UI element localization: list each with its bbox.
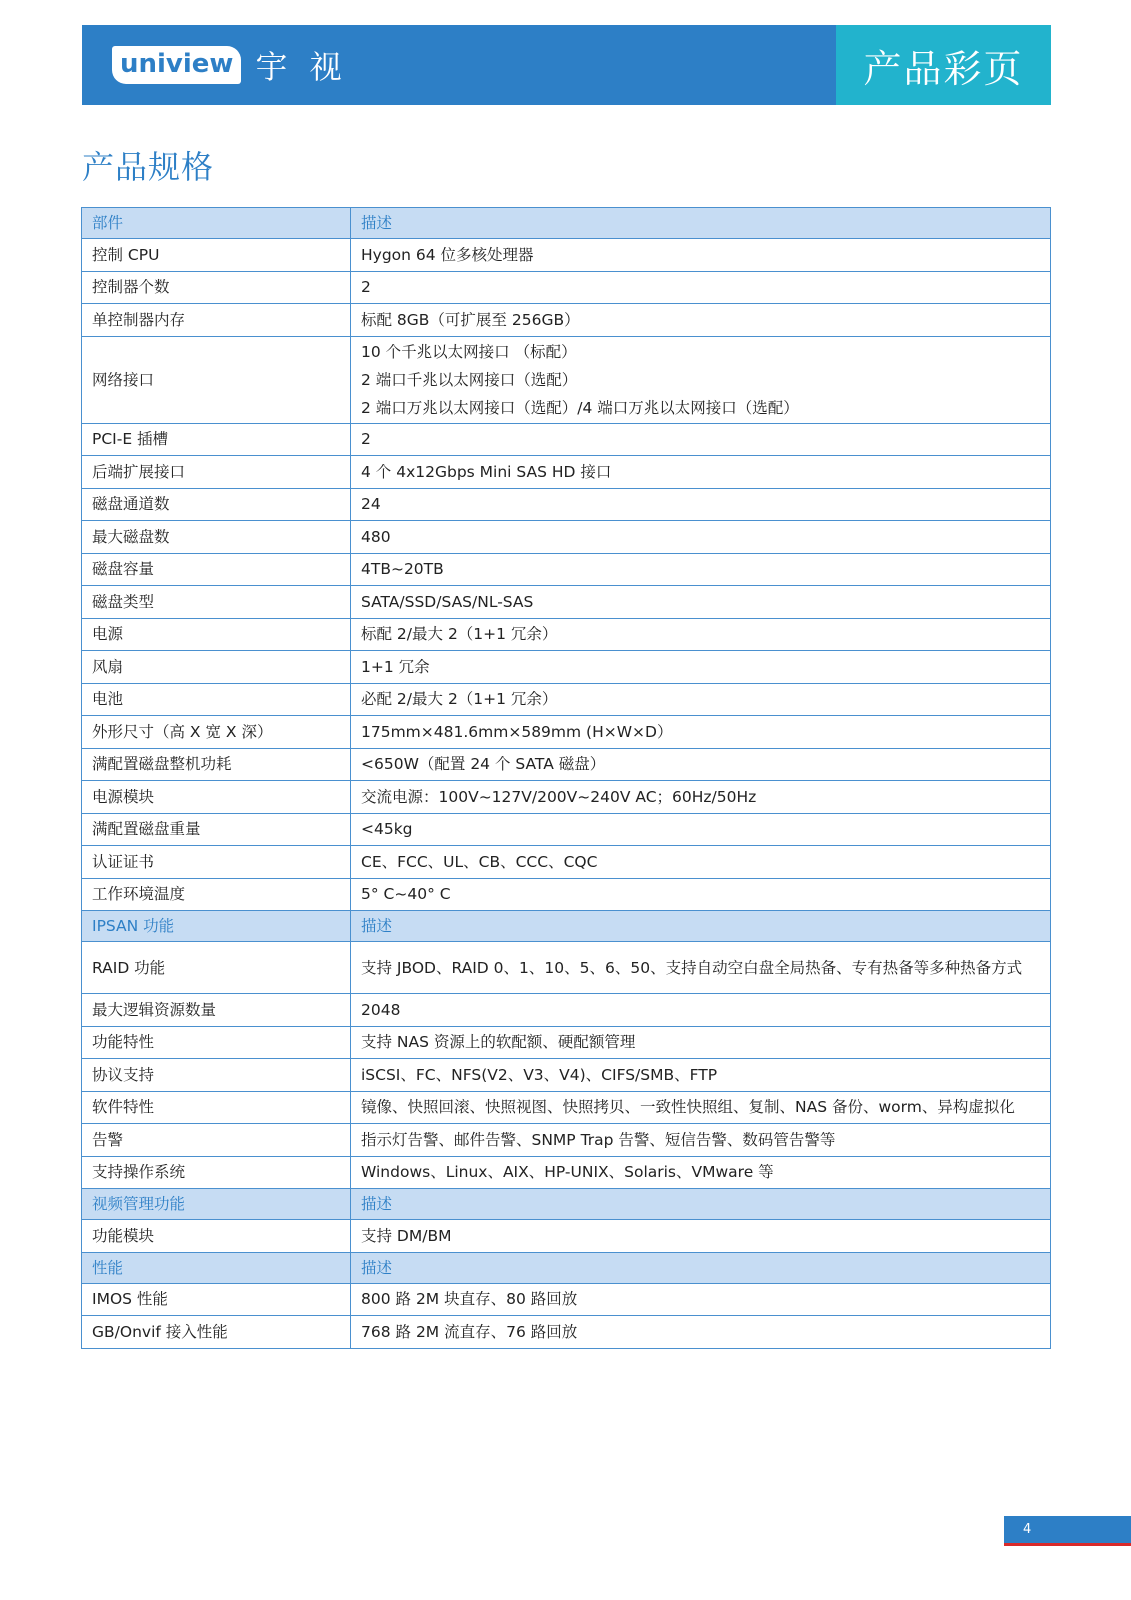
table-row — [82, 521, 1051, 554]
table-row — [82, 1026, 1051, 1059]
logo-cn-text: 宇 视 — [255, 48, 348, 86]
spec-description-cell — [351, 1316, 1051, 1349]
spec-name-cell: 最大逻辑资源数量 — [82, 994, 351, 1027]
header-component-cell: 部件 — [82, 208, 351, 239]
header-description-cell: 描述 — [351, 1189, 1051, 1220]
spec-description-cell — [351, 271, 1051, 304]
spec-description-line: CE、FCC、UL、CB、CCC、CQC — [361, 852, 598, 871]
spec-name-cell: 电源 — [82, 618, 351, 651]
spec-description-cell — [351, 1220, 1051, 1253]
header-description-cell: 描述 — [351, 208, 1051, 239]
spec-name-cell: 满配置磁盘整机功耗 — [82, 748, 351, 781]
spec-description-line: 标配 8GB（可扩展至 256GB） — [361, 310, 580, 329]
header-component-cell: IPSAN 功能 — [82, 911, 351, 942]
spec-description-line: 1+1 冗余 — [361, 657, 430, 676]
spec-description-cell — [351, 994, 1051, 1027]
spec-description-line: 4TB~20TB — [361, 560, 444, 579]
section-title: 产品规格 — [82, 148, 215, 186]
spec-name-cell: 网络接口 — [82, 336, 351, 423]
table-row — [82, 1316, 1051, 1349]
spec-description-line: 2 — [361, 278, 371, 297]
table-row — [82, 683, 1051, 716]
table-row — [82, 586, 1051, 619]
spec-description-line: <650W（配置 24 个 SATA 磁盘） — [361, 755, 606, 774]
spec-description-cell — [351, 239, 1051, 272]
table-row — [82, 1220, 1051, 1253]
table-row — [82, 1156, 1051, 1189]
spec-description-cell — [351, 304, 1051, 337]
spec-description-line: 标配 2/最大 2（1+1 冗余） — [361, 625, 558, 644]
section-header-row — [82, 1189, 1051, 1220]
spec-description-cell — [351, 456, 1051, 489]
spec-name-cell: 控制器个数 — [82, 271, 351, 304]
section-header-row — [82, 1252, 1051, 1283]
spec-description-cell — [351, 1026, 1051, 1059]
spec-description-cell — [351, 1091, 1051, 1124]
spec-description-line: iSCSI、FC、NFS(V2、V3、V4)、CIFS/SMB、FTP — [361, 1065, 718, 1084]
spec-description-cell — [351, 813, 1051, 846]
spec-description-cell — [351, 716, 1051, 749]
spec-description-line: 4 个 4x12Gbps Mini SAS HD 接口 — [361, 462, 612, 481]
table-row — [82, 813, 1051, 846]
spec-description-cell — [351, 878, 1051, 911]
table-row — [82, 239, 1051, 272]
spec-name-cell: 后端扩展接口 — [82, 456, 351, 489]
spec-description-cell — [351, 1059, 1051, 1092]
header-description-cell: 描述 — [351, 1252, 1051, 1283]
table-row — [82, 846, 1051, 879]
spec-description-line: SATA/SSD/SAS/NL-SAS — [361, 592, 534, 611]
table-row — [82, 618, 1051, 651]
spec-description-line: 支持 JBOD、RAID 0、1、10、5、6、50、支持自动空白盘全局热备、专有热备等多种热备方式 — [361, 958, 1023, 977]
table-row — [82, 1283, 1051, 1316]
page-number: 4 — [1004, 1516, 1131, 1543]
spec-name-cell: 电池 — [82, 683, 351, 716]
spec-description-cell — [351, 553, 1051, 586]
spec-name-cell: 单控制器内存 — [82, 304, 351, 337]
table-row — [82, 1059, 1051, 1092]
header-component-cell: 性能 — [82, 1252, 351, 1283]
spec-description-line: 24 — [361, 495, 381, 514]
spec-description-cell — [351, 651, 1051, 684]
spec-description-cell — [351, 846, 1051, 879]
spec-name-cell: 功能特性 — [82, 1026, 351, 1059]
spec-description-line: <45kg — [361, 820, 413, 839]
table-row — [82, 748, 1051, 781]
spec-name-cell: PCI-E 插槽 — [82, 423, 351, 456]
spec-description-line: 指示灯告警、邮件告警、SNMP Trap 告警、短信告警、数码管告警等 — [361, 1130, 836, 1149]
spec-description-line: 支持 NAS 资源上的软配额、硬配额管理 — [361, 1033, 636, 1052]
table-row — [82, 553, 1051, 586]
spec-name-cell: 风扇 — [82, 651, 351, 684]
table-row — [82, 781, 1051, 814]
spec-name-cell: 功能模块 — [82, 1220, 351, 1253]
spec-description-cell — [351, 1283, 1051, 1316]
spec-name-cell: 工作环境温度 — [82, 878, 351, 911]
spec-name-cell: 最大磁盘数 — [82, 521, 351, 554]
spec-description-cell — [351, 683, 1051, 716]
spec-description-line: 必配 2/最大 2（1+1 冗余） — [361, 690, 558, 709]
spec-name-cell: 软件特性 — [82, 1091, 351, 1124]
spec-name-cell: IMOS 性能 — [82, 1283, 351, 1316]
spec-name-cell: 协议支持 — [82, 1059, 351, 1092]
table-row — [82, 878, 1051, 911]
table-row — [82, 716, 1051, 749]
spec-description-line: 480 — [361, 527, 391, 546]
spec-description-line: 800 路 2M 块直存、80 路回放 — [361, 1290, 578, 1309]
table-row — [82, 651, 1051, 684]
spec-description-line: 2 端口万兆以太网接口（选配）/4 端口万兆以太网接口（选配） — [361, 398, 799, 417]
page-header — [82, 25, 1051, 105]
table-row — [82, 1124, 1051, 1157]
spec-description-cell — [351, 586, 1051, 619]
spec-name-cell: RAID 功能 — [82, 942, 351, 994]
spec-description-line: 支持 DM/BM — [361, 1226, 452, 1245]
spec-name-cell: 告警 — [82, 1124, 351, 1157]
spec-description-cell — [351, 748, 1051, 781]
spec-name-cell: 磁盘通道数 — [82, 488, 351, 521]
spec-description-line: Windows、Linux、AIX、HP-UNIX、Solaris、VMware 等 — [361, 1163, 774, 1182]
spec-description-line: 2 端口千兆以太网接口（选配） — [361, 370, 578, 389]
spec-description-line: 10 个千兆以太网接口 （标配） — [361, 342, 577, 361]
product-brochure-badge: 产品彩页 — [836, 25, 1051, 105]
spec-description-cell — [351, 423, 1051, 456]
spec-name-cell: 电源模块 — [82, 781, 351, 814]
spec-description-cell — [351, 781, 1051, 814]
spec-description-line: Hygon 64 位多核处理器 — [361, 245, 534, 264]
spec-description-cell — [351, 521, 1051, 554]
spec-name-cell: 支持操作系统 — [82, 1156, 351, 1189]
table-row — [82, 271, 1051, 304]
spec-description-cell — [351, 1124, 1051, 1157]
table-row — [82, 994, 1051, 1027]
spec-description-cell — [351, 942, 1051, 994]
table-row — [82, 336, 1051, 423]
table-row — [82, 456, 1051, 489]
table-row — [82, 942, 1051, 994]
spec-description-cell — [351, 618, 1051, 651]
spec-name-cell: 磁盘容量 — [82, 553, 351, 586]
table-row — [82, 1091, 1051, 1124]
section-header-row — [82, 911, 1051, 942]
spec-description-line: 交流电源：100V~127V/200V~240V AC；60Hz/50Hz — [361, 787, 757, 806]
section-header-row — [82, 208, 1051, 239]
table-row — [82, 304, 1051, 337]
spec-description-cell — [351, 1156, 1051, 1189]
spec-description-cell — [351, 488, 1051, 521]
spec-description-line: 镜像、快照回滚、快照视图、快照拷贝、一致性快照组、复制、NAS 备份、worm、异构虚拟化 — [361, 1098, 1015, 1117]
spec-table — [81, 207, 1051, 1349]
header-brand-bar — [82, 25, 836, 105]
spec-description-line: 768 路 2M 流直存、76 路回放 — [361, 1322, 578, 1341]
spec-description-line: 2048 — [361, 1000, 401, 1019]
spec-name-cell: 控制 CPU — [82, 239, 351, 272]
spec-name-cell: 外形尺寸（高 X 宽 X 深） — [82, 716, 351, 749]
spec-name-cell: 满配置磁盘重量 — [82, 813, 351, 846]
page-bar-accent-line — [1004, 1543, 1131, 1546]
table-row — [82, 423, 1051, 456]
spec-name-cell: GB/Onvif 接入性能 — [82, 1316, 351, 1349]
spec-description-line: 2 — [361, 430, 371, 449]
header-component-cell: 视频管理功能 — [82, 1189, 351, 1220]
spec-name-cell: 认证证书 — [82, 846, 351, 879]
page-number-bar — [1004, 1516, 1131, 1546]
spec-description-line: 5° C~40° C — [361, 885, 451, 904]
header-description-cell: 描述 — [351, 911, 1051, 942]
table-row — [82, 488, 1051, 521]
uniview-logo: uniview — [112, 46, 241, 84]
spec-name-cell: 磁盘类型 — [82, 586, 351, 619]
spec-description-cell — [351, 336, 1051, 423]
spec-description-line: 175mm×481.6mm×589mm (H×W×D） — [361, 722, 673, 741]
